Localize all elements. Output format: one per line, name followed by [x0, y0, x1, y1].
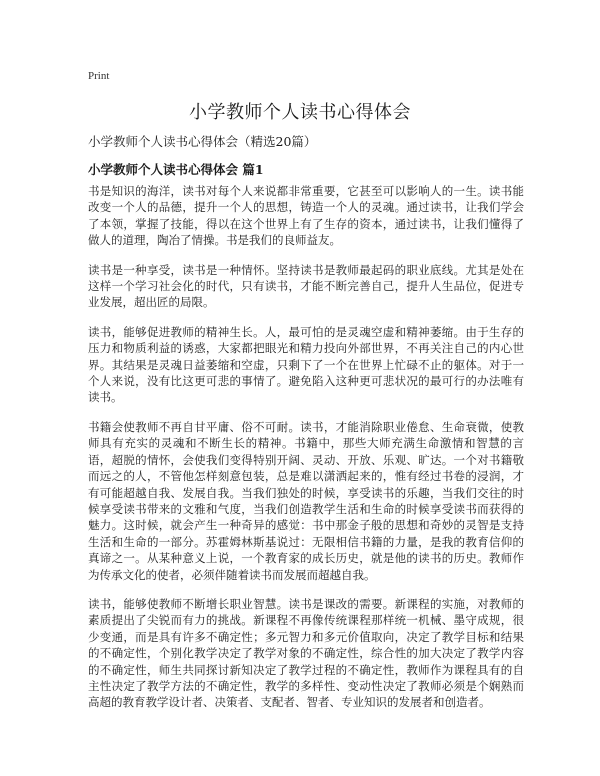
- paragraph-4: 书籍会使教师不再自甘平庸、俗不可耐。读书，才能消除职业倦怠、生命衰微，使教师具有充实的灵魂和不断生长的精神。书籍中，那些大师充满生命激情和智慧的言语，超脱的情怀，会使我们变得特别开阔、灵动、开放、乐观、旷达。一个对书籍敬而远之的人，不管他怎样刻意包装，总是难以潇洒起来的，惟有经过书卷的浸润，才有可能超越自我、发展自我。当我们独处的时候，享受读书的乐趣，当我们交往的时候享受读书带来的文雅和气度，当我们创造教学生活和生命的时候享受读书而获得的魅力。这时候，就会产生一种奇异的感觉：书中那金子般的思想和奇妙的灵智是支持生活和生命的一部分。苏霍姆林斯基说过：无限相信书籍的力量，是我的教育信仰的真谛之一。从某种意义上说，一个教育家的成长历史，就是他的读书的历史。教师作为传承文化的使者，必须伴随着读书而发展而超越自我。: [88, 419, 524, 582]
- paragraph-5: 读书，能够使教师不断增长职业智慧。读书是课改的需要。新课程的实施，对教师的素质提出了尖锐而有力的挑战。新课程不再像传统课程那样统一机械、墨守成规，很少变通，而是具有许多不确定性；多元智力和多元价值取向，决定了教学目标和结果的不确定性，个别化教学决定了教学对象的不确定性，综合性的加大决定了教学内容的不确定性，师生共同探讨新知决定了教学过程的不确定性，教师作为课程具有的自主性决定了教学方法的不确定性，教学的多样性、变动性决定了教师必须是个娴熟而高超的教育教学设计者、决策者、支配者、智者、专业知识的发展者和创造者。: [88, 596, 524, 710]
- document-subtitle: 小学教师个人读书心得体会（精选20篇）: [88, 134, 317, 149]
- paragraph-3: 读书，能够促进教师的精神生长。人，最可怕的是灵魂空虚和精神萎缩。由于生存的压力和物质利益的诱惑，大家都把眼光和精力投向外部世界，不再关注自己的内心世界。其结果是灵魂日益萎缩和空虚，只剩下了一个在世界上忙碌不止的躯体。对于一个人来说，没有比这更可悲的事情了。避免陷入这种更可悲状况的最可行的办法唯有读书。: [88, 324, 524, 405]
- article-body: [88, 183, 524, 724]
- paragraph-1: 书是知识的海洋，读书对每个人来说都非常重要，它甚至可以影响人的一生。读书能改变一个人的品德，提升一个人的思想，铸造一个人的灵魂。通过读书，让我们学会了本领，掌握了技能，得以在这个世界上有了生存的资本，通过读书，让我们懂得了做人的道理，陶冶了情操。书是我们的良师益友。: [88, 184, 524, 248]
- document-title: 小学教师个人读书心得体会: [189, 102, 411, 123]
- paragraph-2: 读书是一种享受，读书是一种情怀。坚持读书是教师最起码的职业底线。尤其是处在这样一个学习社会化的时代，只有读书，才能不断完善自己，提升人生品位，促进专业发展，超出匠的局限。: [88, 262, 524, 310]
- section-heading: 小学教师个人读书心得体会 篇1: [88, 162, 264, 177]
- print-link[interactable]: Print: [88, 70, 110, 82]
